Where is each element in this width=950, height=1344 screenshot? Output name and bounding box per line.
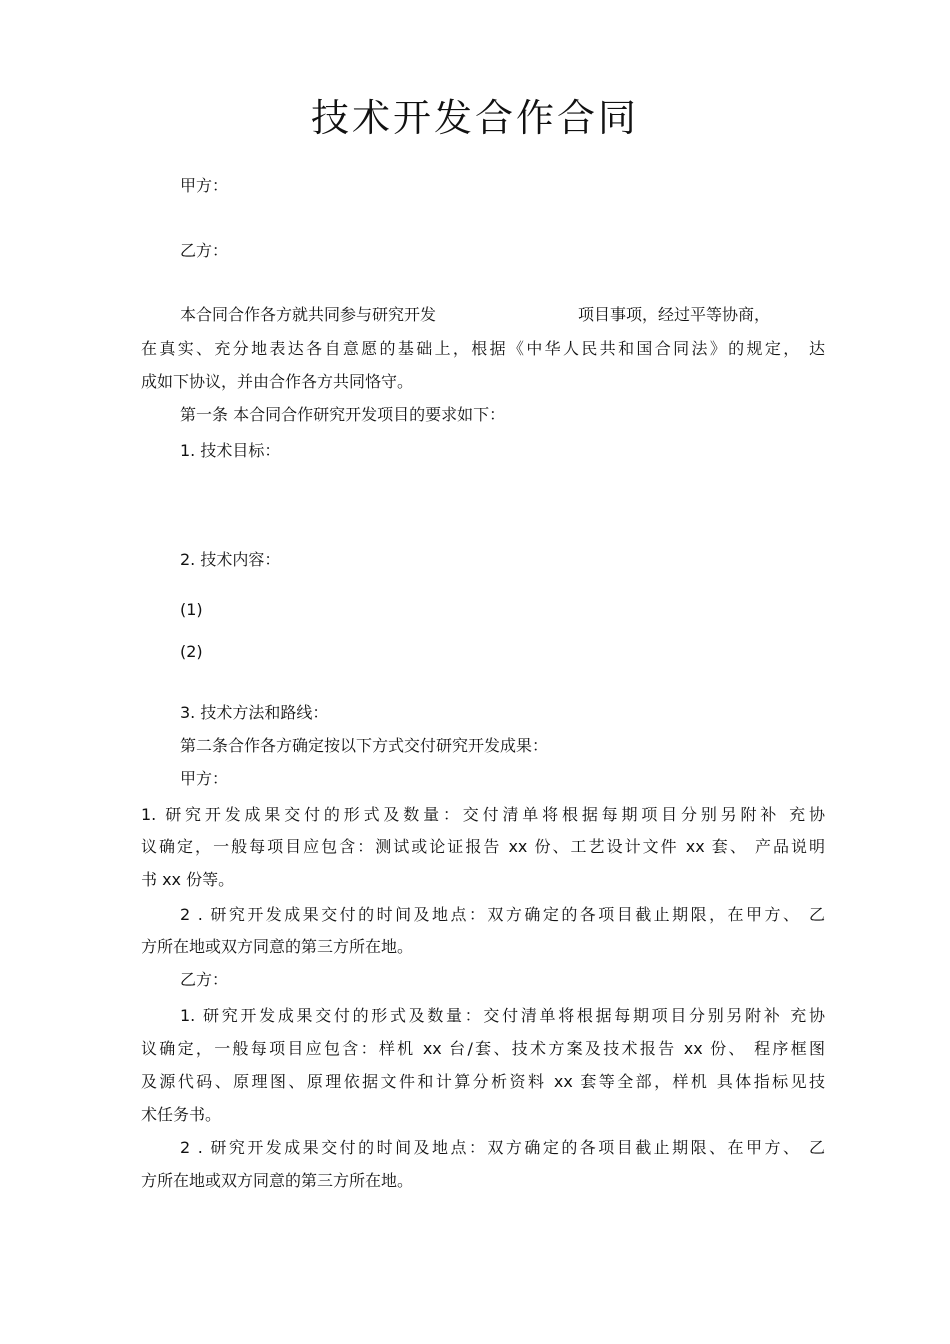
intro-line-3: 成如下协议，并由合作各方共同恪守。	[141, 372, 414, 391]
party-a-item-1-line-3: 书 xx 份等。	[141, 870, 235, 889]
contract-title: 技术开发合作合同	[310, 96, 639, 140]
intro-line-1b: 项目事项，经过平等协商，	[578, 305, 771, 324]
party-b-item-1-line-3: 及源代码、原理图、原理依据文件和计算分析资料 xx 套等全部，样机 具体指标见技	[141, 1072, 825, 1091]
article-1-sub-2: (2)	[180, 642, 203, 661]
article-1-heading: 第一条 本合同合作研究开发项目的要求如下：	[180, 405, 506, 424]
party-a-item-2-line-2: 方所在地或双方同意的第三方所在地。	[141, 937, 414, 956]
article-2-party-a: 甲方：	[180, 769, 229, 788]
party-a-item-1-line-2: 议确定，一般每项目应包含：测试或论证报告 xx 份、工艺设计文件 xx 套、 产品说明	[141, 837, 825, 856]
article-2-party-b: 乙方：	[180, 970, 229, 989]
party-b-item-1-line-2: 议确定，一般每项目应包含：样机 xx 台/套、技术方案及技术报告 xx 份、 程序框图	[141, 1039, 825, 1058]
party-b-label: 乙方：	[180, 241, 229, 260]
article-1-sub-1: (1)	[180, 600, 203, 619]
article-1-item-1: 1. 技术目标：	[180, 441, 281, 460]
article-2-heading: 第二条合作各方确定按以下方式交付研究开发成果：	[180, 736, 549, 755]
intro-line-2: 在真实、充分地表达各自意愿的基础上，根据《中华人民共和国合同法》的规定， 达	[141, 339, 825, 358]
party-a-item-2-line-1: 2 . 研究开发成果交付的时间及地点：双方确定的各项目截止期限，在甲方、 乙	[180, 905, 825, 924]
party-b-item-1-line-1: 1. 研究开发成果交付的形式及数量：交付清单将根据每期项目分别另附补 充协	[180, 1006, 825, 1025]
party-a-item-1-line-1: 1. 研究开发成果交付的形式及数量：交付清单将根据每期项目分别另附补 充协	[141, 805, 825, 824]
party-a-label: 甲方：	[180, 176, 229, 195]
party-b-item-2-line-2: 方所在地或双方同意的第三方所在地。	[141, 1171, 414, 1190]
party-b-item-1-line-4: 术任务书。	[141, 1105, 222, 1124]
article-1-item-2: 2. 技术内容：	[180, 550, 281, 569]
article-1-item-3: 3. 技术方法和路线：	[180, 703, 329, 722]
party-b-item-2-line-1: 2 . 研究开发成果交付的时间及地点：双方确定的各项目截止期限、在甲方、 乙	[180, 1138, 825, 1157]
intro-line-1a: 本合同合作各方就共同参与研究开发	[180, 305, 437, 324]
